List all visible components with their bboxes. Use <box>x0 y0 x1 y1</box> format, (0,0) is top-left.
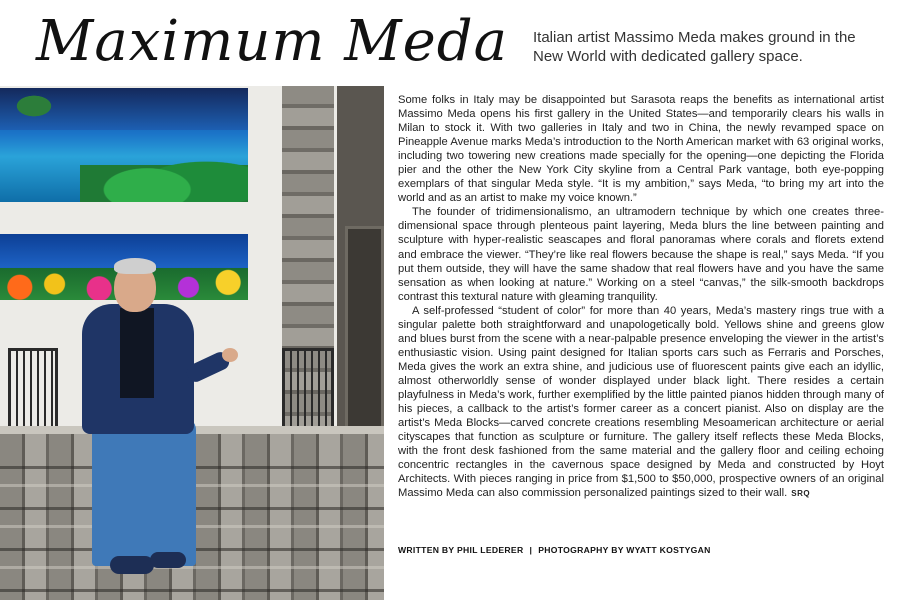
writer-credit: WRITTEN BY PHIL LEDERER <box>398 545 524 555</box>
article-paragraph-2: The founder of tridimensionalismo, an ultramodern technique by which one creates three-dimensional space through plenteous paint layering, Meda blurs the line between painting and sculpture with hyper-realistic seascapes and floral panoramas where corals and florets extend and embrace the viewer. “They’re like real flowers because the shape is real,” says Meda. “If you put them outside, they will have the same shadow that real flowers have and you have the same sensation as when looking at nature.” Working on a steel “canvas,” the silk-smooth backdrops contrast this textural nature with gleaming tranquility. <box>398 206 884 303</box>
article-body <box>398 93 884 501</box>
chair-right <box>282 348 334 437</box>
article-paragraph-3 <box>398 304 884 502</box>
credit-separator: | <box>529 545 533 555</box>
artist-gallery-photo <box>0 86 384 600</box>
dek-subtitle: Italian artist Massimo Meda makes ground in the New World with dedicated gallery space. <box>533 29 856 65</box>
article-paragraph-1: Some folks in Italy may be disappointed but Sarasota reaps the benefits as international artist Massimo Meda opens his first gallery in the United States—and temporarily clears his walls in Milan to stock it. With two galleries in Italy and two in China, the newly revamped space on Pineapple Avenue marks Meda’s introduction to the North American market with 63 original works, including two towering new creations made specially for the opening—one depicting the Florida pier and the other the New York City skyline from a Central Park vantage, both eye-popping exemplars of that singular Meda style. “It is my ambition,” says Meda, “to bring my art into the world and as an artist to make my voice known.” <box>398 94 884 205</box>
article-paragraph-3-text: A self-professed “student of color” for more than 40 years, Meda’s mastery rings true with a singular palette both straightforward and unapologetically bold. Yellows shine and greens glow and blues burst from the scene with a near-palpable presence enveloping the viewer in the artist’s enthusiastic vision. Using paint designed for Italian sports cars such as Ferraris and Porsches, Meda gives the work an extra shine, and judicious use of fluorescent paints give each an idyllic, almost otherworldly sense of wonder displayed under black light. There resides a certain playfulness in Meda’s work, further exemplified by the little painted pianos hidden through many of his pieces, a callback to the artist’s former career as a concert pianist. Also on display are the artist’s Meda Blocks—carved concrete creations resembling Mesoamerican architecture or aerial cityscapes that function as sculpture or furniture. The gallery itself reflects these Meda Blocks, with the front desk fashioned from the same material and the gallery floor and ceiling echoing concentric rectangles in the cavernous space designed by Meda and constructed by Hoyt Architects. With pieces ranging in price from $1,500 to $50,000, prospective owners of an original Massimo Meda can also commission personalized paintings sized to their wall. <box>398 304 884 500</box>
headline: Maximum Meda <box>36 9 509 74</box>
byline-credits <box>398 545 884 555</box>
chair-left <box>8 348 58 437</box>
photographer-credit: PHOTOGRAPHY BY WYATT KOSTYGAN <box>538 545 711 555</box>
seascape-painting-upper <box>0 88 248 202</box>
end-tag: SRQ <box>791 489 811 499</box>
